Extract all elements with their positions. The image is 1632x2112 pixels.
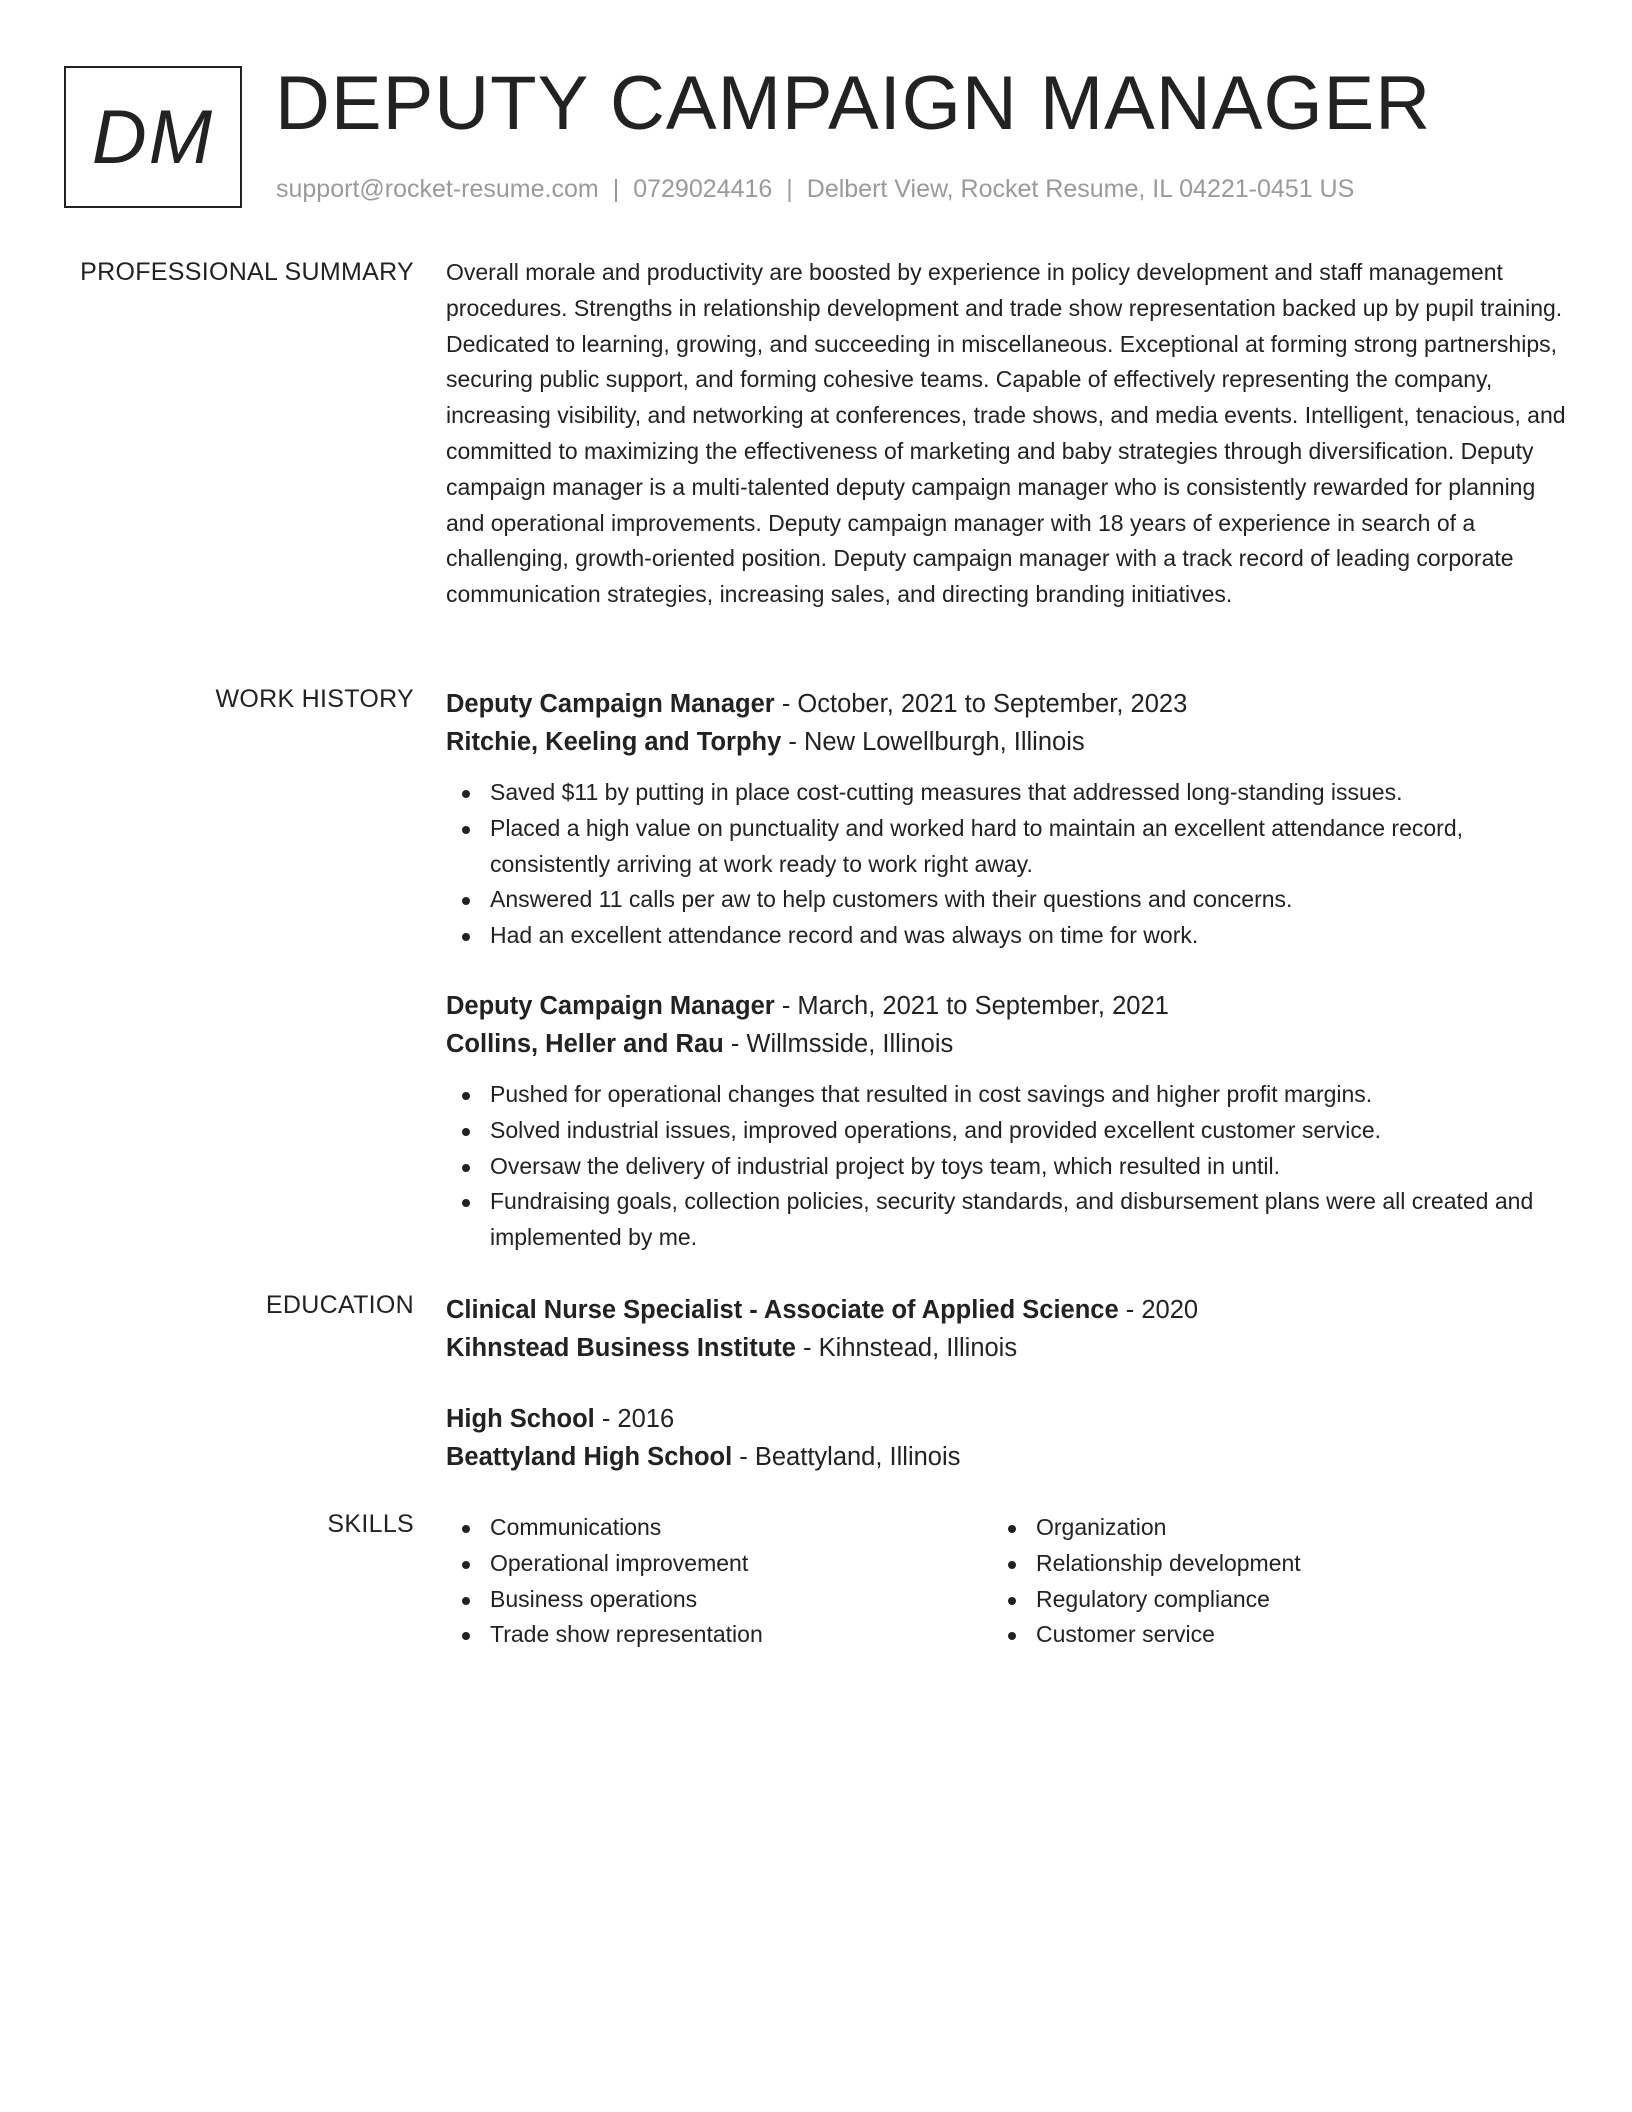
job-dates: - March, 2021 to September, 2021 (774, 991, 1169, 1020)
degree-name: Clinical Nurse Specialist - Associate of Applied Science (446, 1296, 1119, 1324)
list-item: Answered 11 calls per aw to help customers with their questions and concerns. (446, 882, 1566, 918)
section-label-summary: PROFESSIONAL SUMMARY (80, 258, 414, 286)
skills-column-right (992, 1510, 1538, 1653)
list-item: Fundraising goals, collection policies, security standards, and disbursement plans were all created and implemented by me. (446, 1184, 1566, 1256)
skills-grid (446, 1510, 1566, 1653)
contact-separator: | (786, 175, 793, 203)
resume-header (64, 61, 1584, 208)
job-entry (446, 685, 1566, 954)
contact-email: support@rocket-resume.com (276, 175, 599, 203)
education-entry (446, 1291, 1566, 1367)
job-company: Collins, Heller and Rau (446, 1029, 724, 1058)
list-item: Had an excellent attendance record and was always on time for work. (446, 918, 1566, 954)
degree-line (446, 1400, 1566, 1438)
job-title: Deputy Campaign Manager (446, 690, 775, 718)
job-location: - New Lowellburgh, Illinois (781, 728, 1085, 756)
school-line (446, 1438, 1566, 1476)
job-entry (446, 987, 1566, 1256)
skills-column-left (446, 1510, 992, 1653)
job-dates: - October, 2021 to September, 2023 (774, 690, 1188, 718)
job-title-line (446, 685, 1566, 723)
job-bullets (446, 775, 1566, 954)
list-item: Solved industrial issues, improved operations, and provided excellent customer service. (446, 1113, 1566, 1149)
degree-year: - 2020 (1118, 1296, 1199, 1324)
skills-list (992, 1510, 1538, 1653)
skill-item: Relationship development (992, 1546, 1538, 1582)
job-title: Deputy Campaign Manager (446, 991, 775, 1020)
section-label-education: EDUCATION (265, 1291, 414, 1319)
skill-item: Communications (446, 1510, 992, 1546)
list-item: Saved $11 by putting in place cost-cutting measures that addressed long-standing issues. (446, 775, 1566, 811)
contact-line (276, 175, 1354, 204)
monogram-badge: DM (64, 66, 242, 208)
skill-item: Trade show representation (446, 1617, 992, 1653)
skill-item: Organization (992, 1510, 1538, 1546)
contact-separator: | (612, 175, 620, 203)
degree-line (446, 1291, 1566, 1329)
degree-year: - 2016 (594, 1405, 675, 1433)
school-name: Kihnstead Business Institute (446, 1334, 796, 1362)
job-title-line (446, 987, 1566, 1025)
job-company-line (446, 723, 1566, 761)
summary-text: Overall morale and productivity are boosted by experience in policy development and staff management procedures. Strengths in relationship development and trade show representation backed up by pupil training. Dedicated to learning, growing, and succeeding in miscellaneous. Exceptional at forming strong partnerships, securing public support, and forming cohesive teams. Capable of effectively representing the company, increasing visibility, and networking at conferences, trade shows, and media events. Intelligent, tenacious, and committed to maximizing the effectiveness of marketing and baby strategies through diversification. Deputy campaign manager is a multi-talented deputy campaign manager who is consistently rewarded for planning and operational improvements. Deputy campaign manager with 18 years of experience in search of a challenging, growth-oriented position. Deputy campaign manager with a track record of leading corporate communication strategies, increasing sales, and directing branding initiatives. (446, 259, 1566, 608)
list-item: Pushed for operational changes that resulted in cost savings and higher profit margins. (446, 1077, 1566, 1113)
skill-item: Regulatory compliance (992, 1582, 1538, 1618)
school-line (446, 1329, 1566, 1367)
school-location: - Beattyland, Illinois (732, 1443, 961, 1471)
school-location: - Kihnstead, Illinois (795, 1334, 1018, 1362)
job-company: Ritchie, Keeling and Torphy (446, 728, 782, 756)
contact-address: Delbert View, Rocket Resume, IL 04221-0451 US (806, 175, 1355, 203)
list-item: Oversaw the delivery of industrial project by toys team, which resulted in until. (446, 1149, 1566, 1185)
list-item: Placed a high value on punctuality and worked hard to maintain an excellent attendance record, consistently arriving at work ready to work right away. (446, 811, 1566, 883)
education-entry (446, 1400, 1566, 1476)
job-company-line (446, 1025, 1566, 1063)
section-label-skills: SKILLS (327, 1510, 414, 1538)
job-bullets (446, 1077, 1566, 1256)
skill-item: Business operations (446, 1582, 992, 1618)
skills-list (446, 1510, 992, 1653)
degree-name: High School (446, 1405, 595, 1433)
job-location: - Willmsside, Illinois (723, 1029, 954, 1058)
section-label-work-history: WORK HISTORY (215, 685, 414, 713)
page-title: DEPUTY CAMPAIGN MANAGER (275, 61, 1432, 146)
school-name: Beattyland High School (446, 1443, 733, 1471)
skill-item: Operational improvement (446, 1546, 992, 1582)
contact-phone: 0729024416 (633, 175, 773, 203)
skill-item: Customer service (992, 1617, 1538, 1653)
